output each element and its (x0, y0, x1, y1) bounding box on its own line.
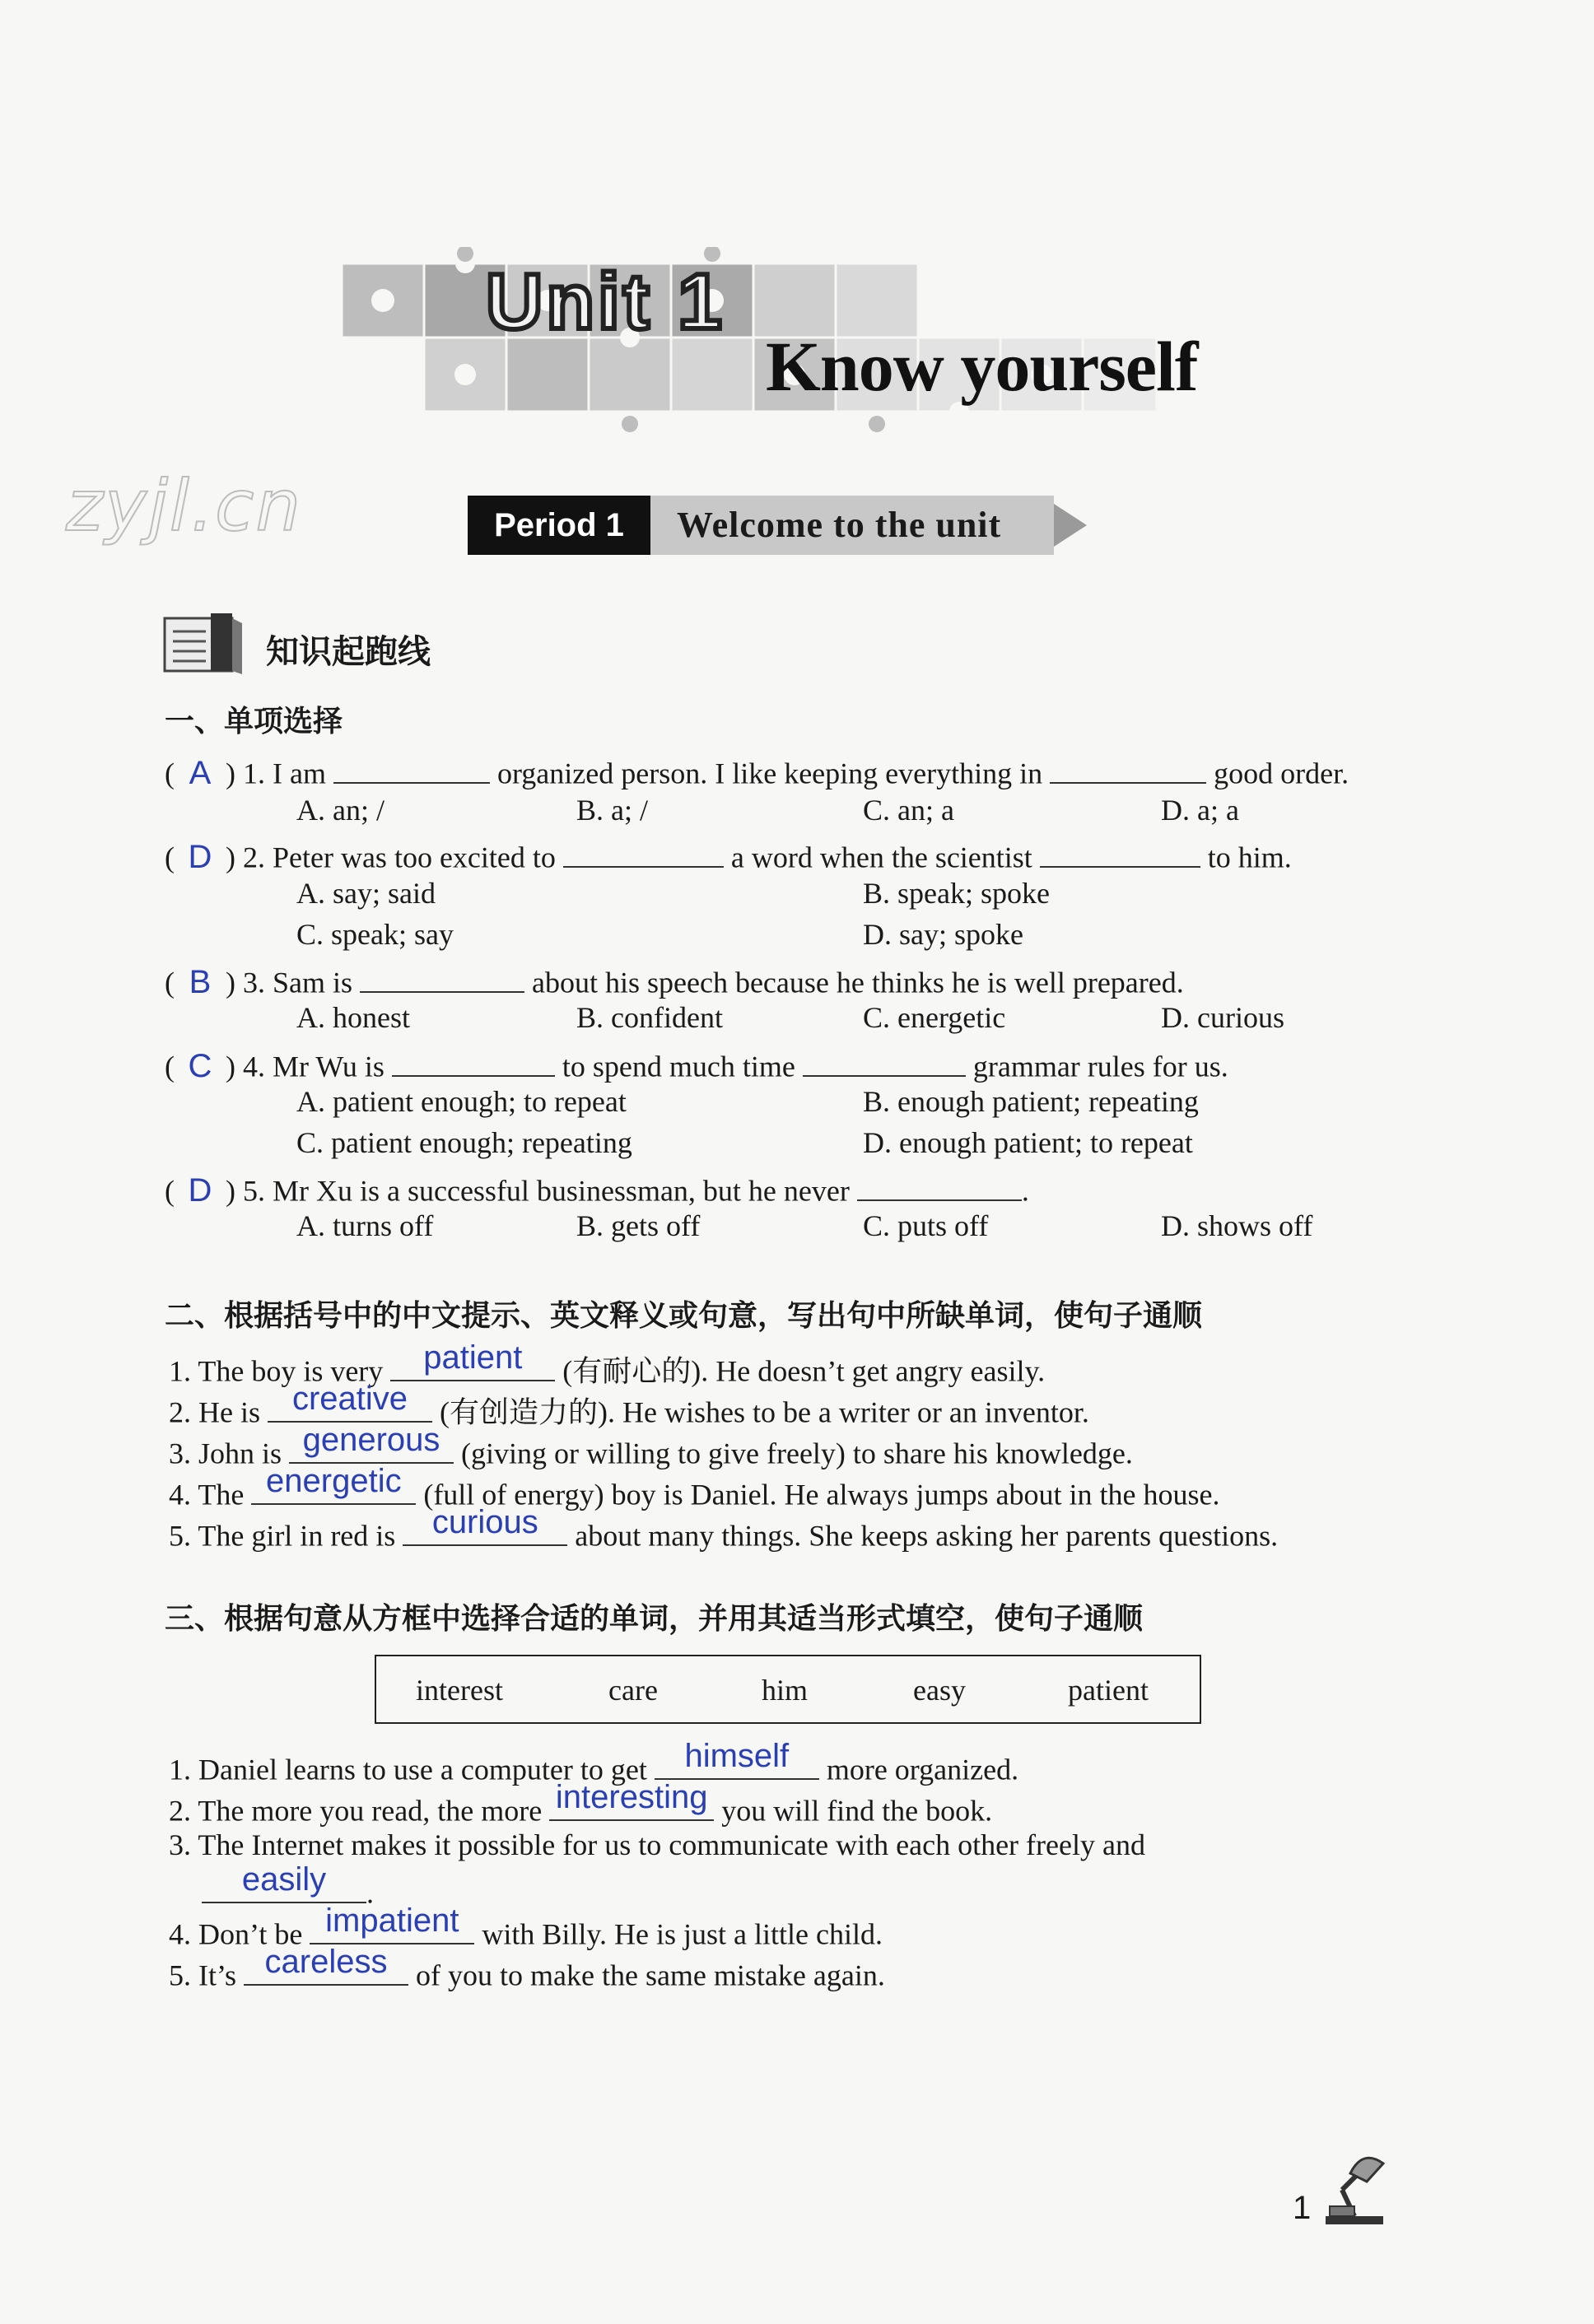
answer-blank[interactable] (563, 833, 724, 868)
option[interactable]: B. speak; spoke (863, 877, 1050, 910)
answer-blank[interactable] (803, 1042, 966, 1077)
answer-blank[interactable]: impatient (310, 1910, 474, 1944)
fill-item-2: 2. He is creative (有创造力的). He wishes to be a writer or an inventor. (169, 1380, 1089, 1429)
word-bank-item: patient (1068, 1674, 1149, 1707)
answer-blank[interactable]: creative (268, 1388, 432, 1423)
book-icon (163, 613, 244, 674)
answer-blank[interactable] (857, 1167, 1022, 1201)
part2-heading: 二、根据括号中的中文提示、英文释义或句意，写出句中所缺单词，使句子通顺 (165, 1299, 1203, 1333)
fill-item-1: 1. The boy is very patient (有耐心的). He doesn’t get angry easily. (169, 1339, 1046, 1388)
fill-item-3: 3. John is generous (giving or willing to give freely) to share his knowledge. (169, 1421, 1133, 1470)
option[interactable]: B. a; / (576, 794, 648, 827)
fill-item-5: 5. The girl in red is curious about many things. She keeps asking her parents questions. (169, 1503, 1279, 1553)
option[interactable]: A. honest (296, 1001, 410, 1034)
option[interactable]: D. curious (1161, 1001, 1284, 1034)
option[interactable]: A. an; / (296, 794, 385, 827)
option[interactable]: C. puts off (863, 1209, 989, 1242)
option[interactable]: C. an; a (863, 794, 954, 827)
answer-blank[interactable] (1050, 749, 1206, 784)
part3-heading: 三、根据句意从方框中选择合适的单词，并用其适当形式填空，使句子通顺 (165, 1602, 1144, 1636)
unit-title: Unit 1 (486, 258, 725, 346)
section-title: 知识起跑线 (266, 633, 431, 671)
part1-heading: 一、单项选择 (165, 705, 343, 738)
answer-blank[interactable]: patient (390, 1347, 555, 1381)
watermark: zyjl.cn (66, 465, 302, 547)
period-label: Period 1 (468, 496, 650, 555)
question-5: ( D ) 5. Mr Xu is a successful businessman, but he never . (165, 1167, 1029, 1209)
fill-item-1: 1. Daniel learns to use a computer to get himself more organized. (169, 1737, 1019, 1786)
answer-choice[interactable]: D (188, 1171, 212, 1209)
answer-blank[interactable]: easily (202, 1869, 366, 1903)
option[interactable]: B. gets off (576, 1209, 701, 1242)
answer-blank[interactable]: himself (655, 1745, 819, 1780)
fill-item-3-cont: easily . (202, 1869, 374, 1911)
unit-subtitle: Know yourself (766, 327, 1198, 406)
fill-item-3: 3. The Internet makes it possible for us to communicate with each other freely and (169, 1828, 1145, 1861)
word-bank-item: him (762, 1674, 809, 1707)
option[interactable]: A. turns off (296, 1209, 434, 1242)
answer-choice[interactable]: D (188, 838, 212, 875)
answer-choice[interactable]: A (189, 754, 212, 791)
option[interactable]: B. enough patient; repeating (863, 1085, 1199, 1118)
fill-item-4: 4. The energetic (full of energy) boy is Daniel. He always jumps about in the house. (169, 1462, 1220, 1511)
option[interactable]: D. enough patient; to repeat (863, 1126, 1193, 1159)
period-title: Welcome to the unit (650, 496, 1054, 555)
question-1: ( A ) 1. I am organized person. I like keeping everything in good order. (165, 749, 1349, 792)
word-bank-item: easy (913, 1674, 966, 1707)
desk-lamp-icon (1317, 2149, 1391, 2227)
option[interactable]: D. say; spoke (863, 918, 1023, 951)
option[interactable]: D. a; a (1161, 794, 1239, 827)
answer-blank[interactable] (392, 1042, 555, 1077)
page-number: 1 (1293, 2190, 1312, 2226)
answer-blank[interactable]: energetic (251, 1470, 416, 1505)
word-bank-item: care (608, 1674, 658, 1707)
answer-blank[interactable] (1040, 833, 1200, 868)
answer-choice[interactable]: C (188, 1047, 212, 1084)
option[interactable]: A. say; said (296, 877, 436, 910)
word-bank-item: interest (416, 1674, 503, 1707)
fill-item-5: 5. It’s careless of you to make the same mistake again. (169, 1943, 885, 1992)
answer-blank[interactable]: careless (244, 1951, 408, 1986)
answer-blank[interactable] (333, 749, 490, 784)
option[interactable]: C. patient enough; repeating (296, 1126, 632, 1159)
fill-item-2: 2. The more you read, the more interesting you will find the book. (169, 1778, 993, 1828)
answer-blank[interactable]: interesting (549, 1786, 714, 1821)
question-4: ( C ) 4. Mr Wu is to spend much time grammar rules for us. (165, 1042, 1228, 1085)
question-2: ( D ) 2. Peter was too excited to a word when the scientist to him. (165, 833, 1292, 876)
answer-choice[interactable]: B (189, 963, 212, 1000)
option[interactable]: C. speak; say (296, 918, 454, 951)
answer-blank[interactable]: generous (289, 1429, 454, 1464)
option[interactable]: A. patient enough; to repeat (296, 1085, 627, 1118)
word-bank (375, 1655, 1201, 1724)
option[interactable]: D. shows off (1161, 1209, 1313, 1242)
period-banner (468, 496, 1093, 555)
question-3: ( B ) 3. Sam is about his speech because he thinks he is well prepared. (165, 958, 1184, 1001)
option[interactable]: C. energetic (863, 1001, 1006, 1034)
arrow-right-icon (1054, 504, 1087, 547)
answer-blank[interactable]: curious (403, 1511, 567, 1546)
answer-blank[interactable] (360, 958, 524, 993)
option[interactable]: B. confident (576, 1001, 723, 1034)
fill-item-4: 4. Don’t be impatient with Billy. He is just a little child. (169, 1902, 883, 1951)
